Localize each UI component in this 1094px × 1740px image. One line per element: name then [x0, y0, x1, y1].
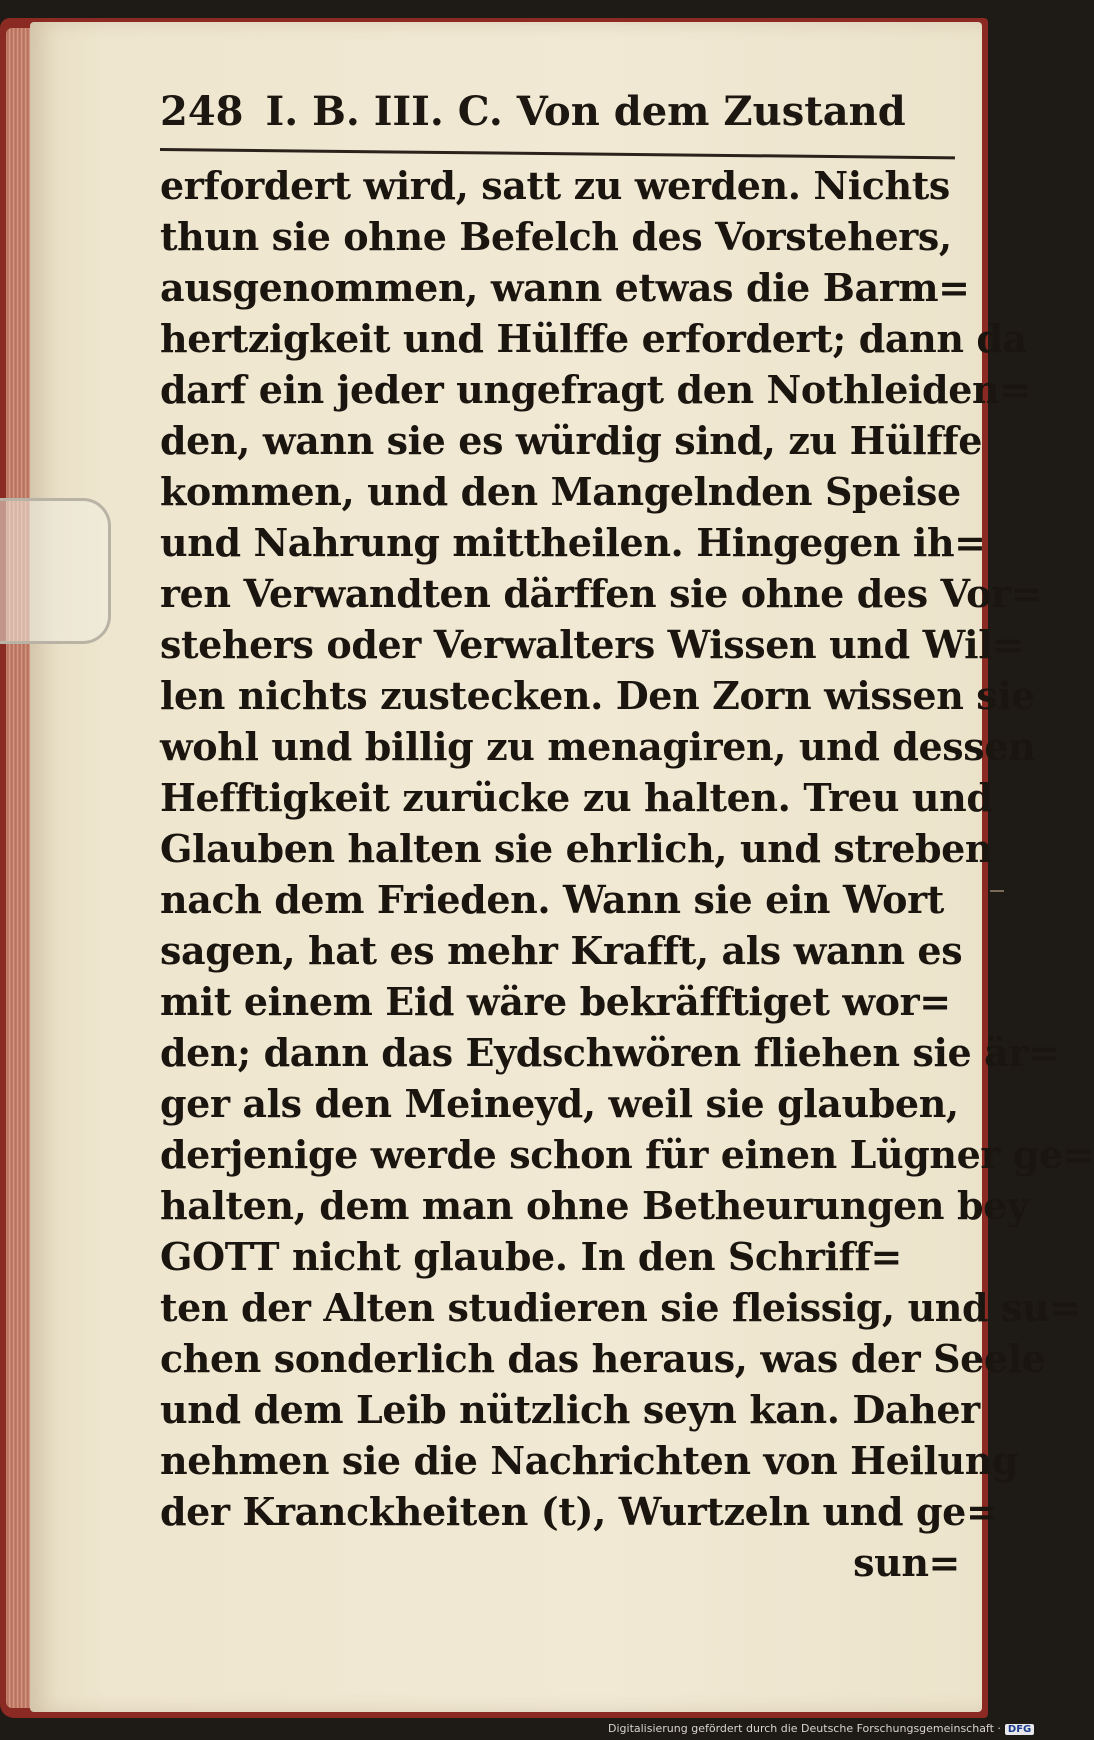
dfg-logo: DFG [1005, 1724, 1034, 1735]
text-line: nach dem Frieden. Wann sie ein Wort [160, 877, 944, 922]
text-line: nehmen sie die Nachrichten von Heilung [160, 1438, 1019, 1483]
page-number: 248 [160, 88, 244, 135]
text-line: kommen, und den Mangelnden Speise [160, 469, 961, 514]
text-line: Hefftigkeit zurücke zu halten. Treu und [160, 775, 993, 820]
text-line: ger als den Meineyd, weil sie glauben, [160, 1081, 959, 1126]
page-header [160, 88, 920, 135]
text-line: und dem Leib nützlich seyn kan. Daher [160, 1387, 980, 1432]
bookmark-clip [0, 498, 111, 644]
text-line: thun sie ohne Befelch des Vorstehers, [160, 214, 952, 259]
text-line: hertzigkeit und Hülffe erfordert; dann da [160, 316, 1027, 361]
text-line: den, wann sie es würdig sind, zu Hülffe [160, 418, 983, 463]
text-line: ren Verwandten därffen sie ohne des Vor= [160, 571, 1043, 616]
text-line: wohl und billig zu menagiren, und dessen [160, 724, 1036, 769]
text-line: stehers oder Verwalters Wissen und Wil= [160, 622, 1024, 667]
margin-mark [990, 890, 1004, 892]
text-line: mit einem Eid wäre bekräfftiget wor= [160, 979, 951, 1024]
text-line: derjenige werde schon für einen Lügner ge= [160, 1132, 1094, 1177]
text-line: ausgenommen, wann etwas die Barm= [160, 265, 970, 310]
digitization-credit [608, 1722, 1034, 1735]
text-line: den; dann das Eydschwören fliehen sie är= [160, 1030, 1060, 1075]
body-text [160, 160, 1094, 1588]
credit-text: Digitalisierung gefördert durch die Deutsche Forschungsgemeinschaft · [608, 1722, 1001, 1735]
text-line: Glauben halten sie ehrlich, und streben [160, 826, 993, 871]
text-line: chen sonderlich das heraus, was der Seele [160, 1336, 1046, 1381]
text-line: GOTT nicht glaube. In den Schriff= [160, 1234, 902, 1279]
text-line: darf ein jeder ungefragt den Nothleiden= [160, 367, 1031, 412]
text-line: erfordert wird, satt zu werden. Nichts [160, 163, 950, 208]
text-line: len nichts zustecken. Den Zorn wissen sie [160, 673, 1036, 718]
text-line: halten, dem man ohne Betheurungen bey [160, 1183, 1029, 1228]
text-line: ten der Alten studieren sie fleissig, und su= [160, 1285, 1081, 1330]
running-head: I. B. III. C. Von dem Zustand [265, 88, 906, 135]
text-line: der Kranckheiten (t), Wurtzeln und ge= [160, 1489, 998, 1534]
text-line: sagen, hat es mehr Krafft, als wann es [160, 928, 963, 973]
text-line: sun= [853, 1540, 960, 1585]
text-line: und Nahrung mittheilen. Hingegen ih= [160, 520, 986, 565]
